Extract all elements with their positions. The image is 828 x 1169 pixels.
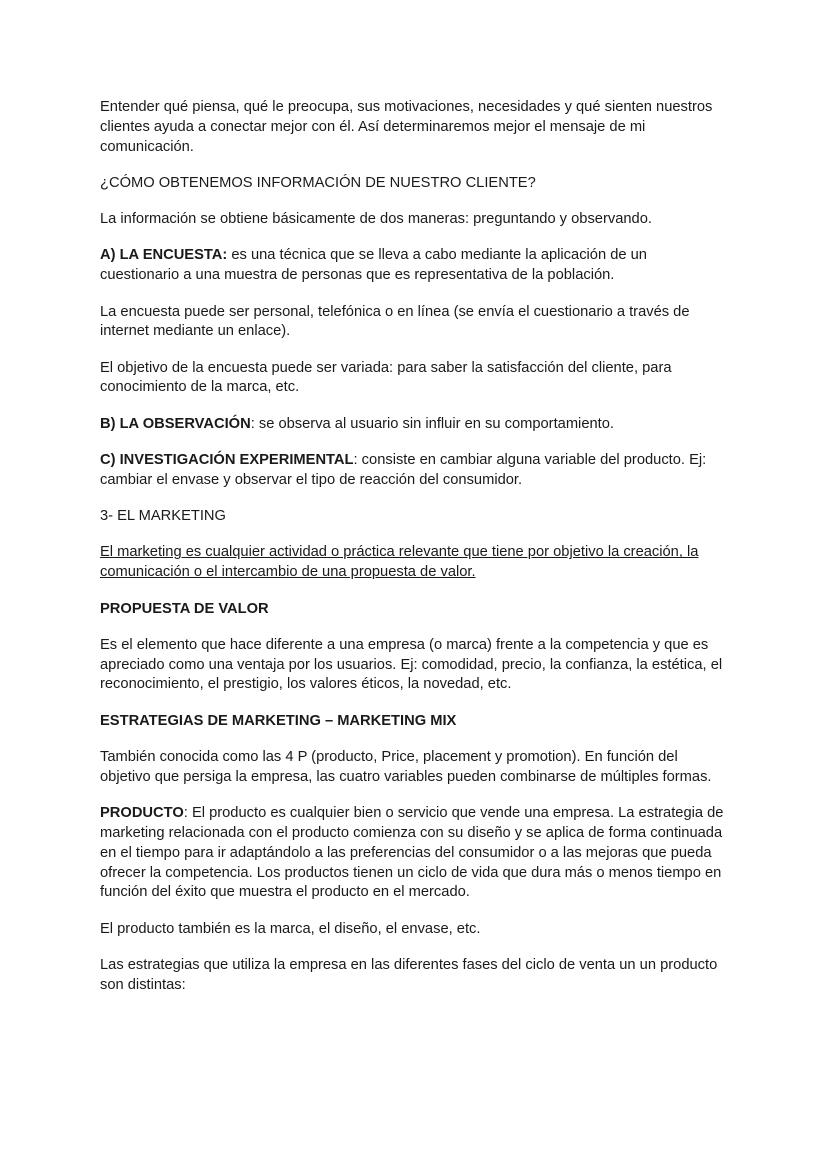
- survey-paragraph: [100, 246, 728, 286]
- observation-label: B) LA OBSERVACIÓN: [100, 415, 251, 432]
- value-proposition-paragraph: Es el elemento que hace diferente a una empresa (o marca) frente a la competencia y que es apreciado como una ventaja por los usuarios. Ej: comodidad, precio, la confianza, la estética, el reconocimiento, el prestigio, los valores éticos, la novedad, etc.: [100, 636, 723, 693]
- marketing-mix-paragraph: También conocida como las 4 P (producto, Price, placement y promotion). En función del objetivo que persiga la empresa, las cuatro variables pueden combinarse de múltiples formas.: [100, 749, 712, 785]
- strategies-paragraph: Las estrategias que utiliza la empresa en las diferentes fases del ciclo de venta un un producto son distintas:: [100, 956, 718, 993]
- question-heading: ¿CÓMO OBTENEMOS INFORMACIÓN DE NUESTRO CLIENTE?: [100, 174, 536, 191]
- value-proposition-heading: PROPUESTA DE VALOR: [100, 600, 269, 617]
- survey-types-paragraph: La encuesta puede ser personal, telefónica o en línea (se envía el cuestionario a través de internet mediante un enlace).: [100, 303, 690, 340]
- survey-objective-paragraph: El objetivo de la encuesta puede ser variada: para saber la satisfacción del cliente, para conocimiento de la marca, etc.: [100, 359, 672, 396]
- marketing-mix-heading: ESTRATEGIAS DE MARKETING – MARKETING MIX: [100, 712, 457, 729]
- experimental-paragraph: [100, 451, 728, 491]
- info-paragraph: La información se obtiene básicamente de dos maneras: preguntando y observando.: [100, 211, 652, 228]
- intro-paragraph: Entender qué piensa, qué le preocupa, sus motivaciones, necesidades y qué sienten nuestros clientes ayuda a conectar mejor con él. Así determinaremos mejor el mensaje de mi comunicación.: [100, 99, 713, 155]
- product-label: PRODUCTO: [100, 805, 184, 822]
- marketing-definition: El marketing es cualquier actividad o práctica relevante que tiene por objetivo la creación, la comunicación o el intercambio de una propuesta de valor.: [100, 544, 699, 581]
- marketing-section-heading: 3- EL MARKETING: [100, 508, 226, 525]
- survey-text: es una técnica que se lleva a cabo mediante la aplicación de un cuestionario a una muestra de personas que es representativa de la población.: [100, 247, 647, 284]
- document-page: [100, 98, 728, 1012]
- product-text: : El producto es cualquier bien o servicio que vende una empresa. La estrategia de marketing relacionada con el producto comienza con su diseño y se aplica de forma continuada en el tiempo para ir adaptándolo a las preferencias del consumidor o a las mejoras que pueda ofrecer la competencia. Los productos tienen un ciclo de vida que dura más o menos tiempo en función del éxito que muestra el producto en el mercado.: [100, 805, 724, 901]
- observation-text: : se observa al usuario sin influir en su comportamiento.: [250, 415, 614, 432]
- observation-paragraph: [100, 415, 728, 435]
- product-brand-paragraph: El producto también es la marca, el diseño, el envase, etc.: [100, 920, 481, 937]
- survey-label: A) LA ENCUESTA:: [100, 247, 228, 264]
- experimental-label: C) INVESTIGACIÓN EXPERIMENTAL: [100, 452, 354, 469]
- product-paragraph: [100, 804, 728, 903]
- experimental-text: : consiste en cambiar alguna variable del producto. Ej: cambiar el envase y observar el tipo de reacción del consumidor.: [100, 452, 707, 488]
